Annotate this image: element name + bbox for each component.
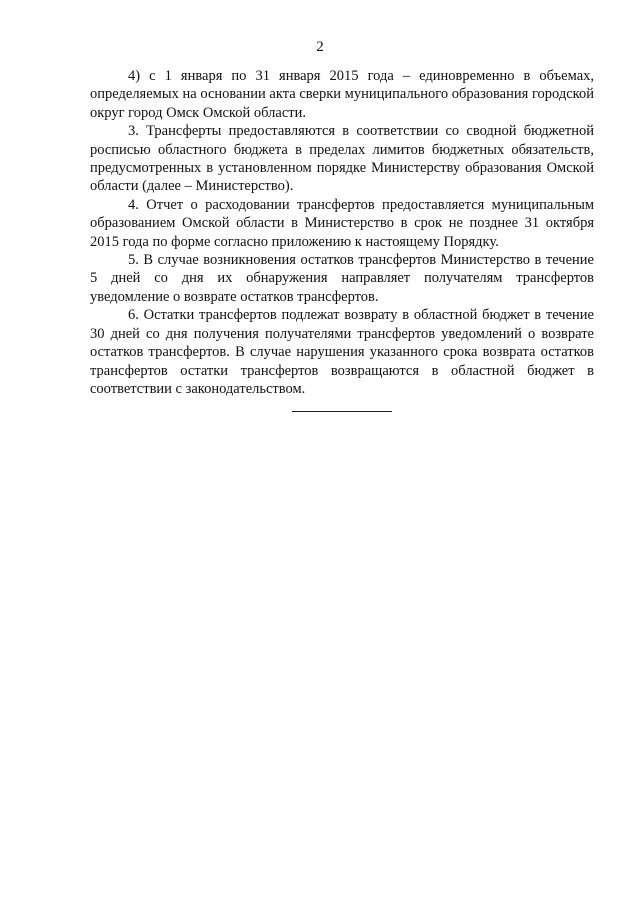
paragraph-4-report: 4. Отчет о расходовании трансфертов предоставляется муниципальным образованием Омской области в Министерство в срок не позднее 31 октября 2015 года по форме согласно приложению к настоящему Порядку. xyxy=(90,196,594,250)
paragraph-6-return: 6. Остатки трансфертов подлежат возврату в областной бюджет в течение 30 дней со дня получения получателями трансфертов уведомлений о возврате остатков трансфертов. В случае нарушения указанного срока возврата остатков трансфертов остатки трансфертов возвращаются в областной бюджет в соответствии с законодательством. xyxy=(90,307,594,397)
paragraph-3-transfers: 3. Трансферты предоставляются в соответствии со сводной бюджетной росписью областного бюджета в пределах лимитов бюджетных обязательств, предусмотренных в установленном порядке Министерству образования Омской области (далее – Министерство). xyxy=(90,123,594,195)
page-number: 2 xyxy=(316,39,324,55)
paragraph-5-remainders: 5. В случае возникновения остатков трансфертов Министерство в течение 5 дней со дня их обнаружения направляет получателям трансфертов уведомление о возврате остатков трансфертов. xyxy=(90,252,594,305)
paragraph-item-4-schedule: 4) с 1 января по 31 января 2015 года – единовременно в объемах, определяемых на основании акта сверки муниципального образования городской округ город Омск Омской области. xyxy=(90,68,594,121)
document-body xyxy=(90,67,594,398)
end-of-text-rule xyxy=(292,411,392,412)
